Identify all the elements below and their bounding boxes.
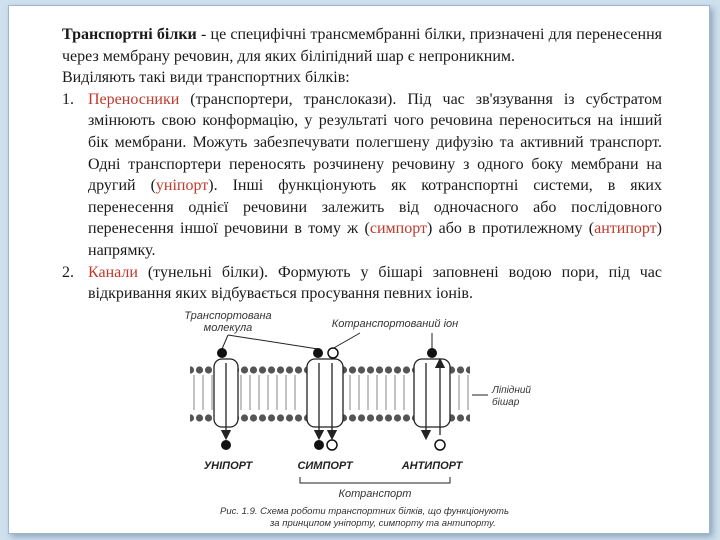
cotransported-ion bbox=[328, 348, 338, 358]
term-uniport: уніпорт bbox=[155, 177, 209, 195]
symport-transporter bbox=[307, 359, 343, 435]
uniport-transporter bbox=[214, 359, 238, 435]
list-item-channels bbox=[62, 262, 662, 305]
transport-figure bbox=[150, 305, 600, 533]
pointer-line bbox=[222, 335, 228, 349]
carriers-text-1: (транспортери, транслокази). Під час зв'язування із субстратом змінюють свою конформацію, у результаті чого речовина переноситься на інший бік мембрани. Можуть забезпечувати полегшену дифузію та активний транспорт. Одні транспортери переносять розчинену речовину з одного боку мембрани на другий ( bbox=[88, 90, 662, 195]
antiport-transporter bbox=[414, 359, 450, 435]
intro-paragraph bbox=[62, 24, 662, 67]
label-transported: Транспортована bbox=[184, 310, 272, 322]
types-heading: Виділяють такі види транспортних білків: bbox=[62, 69, 350, 87]
term-channels: Канали bbox=[88, 263, 138, 281]
term-transport-proteins: Транспортні білки bbox=[62, 26, 197, 43]
list-item-body bbox=[88, 89, 662, 262]
intro-paragraph-text: - це специфічні трансмембранні білки, призначені для перенесення через мембрану речовин, для яких біліпідний шар є непроникним. bbox=[62, 26, 662, 65]
transported-molecule bbox=[314, 440, 324, 450]
channels-text: (тунельні білки). Формують у бішарі заповнені водою пори, під час відкривання яких відбувається просування певних іонів. bbox=[88, 263, 662, 303]
list-item-carriers bbox=[62, 89, 662, 262]
figure-caption: Рис. 1.9. Схема роботи транспортних білків, що функціонують bbox=[220, 506, 509, 517]
label-bilayer: Ліпідний bbox=[492, 385, 531, 396]
cotransported-ion bbox=[435, 440, 445, 450]
list-item-body bbox=[88, 262, 662, 305]
transported-molecule bbox=[427, 348, 437, 358]
list-number: 1. bbox=[62, 90, 74, 108]
transport-diagram bbox=[150, 305, 600, 533]
label-uniport: УНІПОРТ bbox=[203, 460, 253, 472]
pointer-line bbox=[332, 333, 360, 349]
label-transported-2: молекула bbox=[203, 322, 253, 334]
label-bilayer-2: бішар bbox=[492, 397, 520, 408]
list-number: 2. bbox=[62, 263, 74, 281]
transported-molecule bbox=[313, 348, 323, 358]
cotransport-bracket bbox=[300, 477, 450, 483]
figure-caption-2: за принципом уніпорту, симпорту та антипорту. bbox=[270, 518, 496, 529]
carriers-text-4: ) напрямку. bbox=[88, 220, 662, 259]
term-antiport: антипорт bbox=[594, 220, 657, 238]
label-symport: СИМПОРТ bbox=[297, 460, 353, 472]
label-cotransport: Котранспорт bbox=[338, 488, 412, 500]
transported-molecule bbox=[217, 348, 227, 358]
label-antiport: АНТИПОРТ bbox=[401, 460, 463, 472]
transported-molecule bbox=[221, 440, 231, 450]
carriers-text-3: ) або в протилежному ( bbox=[427, 220, 595, 238]
carriers-text-2: ). Інші функціонують як котранспортні системи, в яких перенесення однієї речовини залежить від одночасного або послідовного перенесення іншої речовини в тому ж ( bbox=[88, 177, 662, 238]
term-carriers: Переносники bbox=[88, 90, 180, 108]
pointer-line bbox=[228, 335, 318, 349]
cotransported-ion bbox=[327, 440, 337, 450]
term-symport: симпорт bbox=[369, 220, 427, 238]
label-cotransported: Котранспортований іон bbox=[331, 318, 459, 330]
slide-text bbox=[62, 24, 662, 305]
